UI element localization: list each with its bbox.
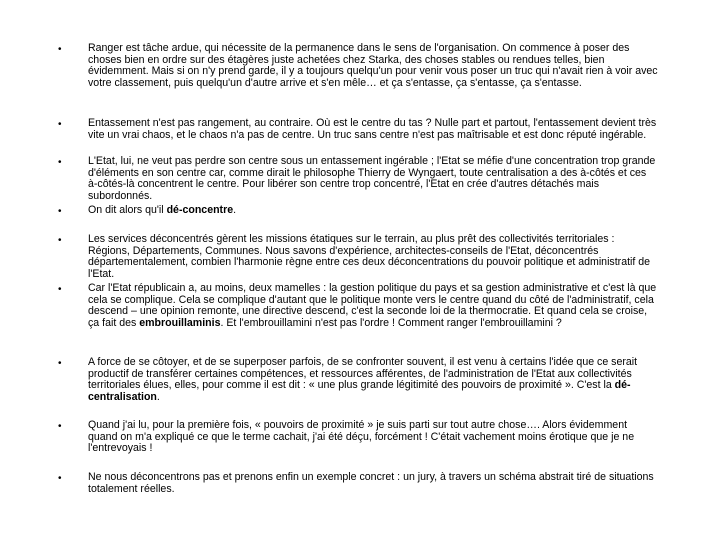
- paragraph-text: [88, 357, 658, 403]
- emphasis-term: dé-centralisation: [88, 379, 631, 403]
- text-segment: Car l'Etat républicain a, au moins, deux mamelles : la gestion politique du pays et sa gestion administrative et c'est là que cela se complique. Cela se complique d'autant que le politique monte vers le centre quand du côté de l'administratif, cela descend – une opinion remonte, une directive descend, c'est la seconde loi de la thermocratie. Et quand cela se croise, ça fait des: [88, 282, 657, 329]
- text-segment: A force de se côtoyer, et de se superposer parfois, de se confronter souvent, il est venu à certains l'idée que ce serait productif de transférer certaines compétences, et ressources afférentes, de l'administration de l'Etat aux collectivités territoriales élues, elles, pour comme il est dit : « une plus grande légitimité des pouvoirs de proximité ». C'est la: [88, 356, 638, 391]
- emphasis-term: embrouillaminis: [139, 316, 221, 329]
- bullet: •: [58, 358, 62, 369]
- bullet: •: [58, 206, 62, 217]
- paragraph-text: Ne nous déconcentrons pas et prenons enfin un exemple concret : un jury, à travers un schéma abstrait tiré de situations totalement réelles.: [88, 471, 654, 495]
- text-segment: .: [233, 204, 237, 216]
- paragraph-text: [88, 205, 658, 217]
- text-segment: On dit alors qu'il: [88, 204, 167, 216]
- bullet: •: [58, 157, 62, 168]
- text-segment: . Et l'embrouillamini n'est pas l'ordre ! Comment ranger l'embrouillamini ?: [220, 316, 562, 329]
- paragraph-text: [88, 283, 658, 329]
- paragraph-text: Quand j'ai lu, pour la première fois, « pouvoirs de proximité » je suis parti sur tout autre chose…. Alors évidemment quand on m'a expliqué ce que le terme cachait, j'ai été déçu, forcément ! C'était vachement moins érotique que je ne l'entrevoyais !: [88, 419, 635, 454]
- bullet: •: [58, 235, 62, 246]
- paragraph-text: Entassement n'est pas rangement, au contraire. Où est le centre du tas ? Nulle part et partout, l'entassement devient très vite un vrai chaos, et le chaos n'a pas de centre. Un truc sans centre n'est pas maîtrisable et est donc réputé ingérable.: [88, 117, 657, 141]
- bullet: •: [58, 119, 62, 130]
- paragraph-text: Les services déconcentrés gèrent les missions étatiques sur le terrain, au plus prêt des collectivités territoriales : Régions, Départements, Communes. Nous savons d'expérience, architectes-conseils de l'Etat, déconcentrés départementalement, combien l'harmonie règne entre ces deux déconcentrations du pouvoir politique et administratif de l'Etat.: [88, 233, 651, 280]
- emphasis-term: dé-concentre: [166, 204, 234, 216]
- bullet: •: [58, 284, 62, 295]
- paragraph-text: Ranger est tâche ardue, qui nécessite de la permanence dans le sens de l'organisation. On commence à poser des choses bien en ordre sur des étagères juste achetées chez Starka, des choses stables ou rendues telles, bien évidemment. Mais si on n'y prend garde, il y a toujours quelqu'un pour venir vous poser un truc qui n'avait rien à voir avec votre classement, puis quelqu'un d'autre arrive et s'en mêle… et ça s'entasse, ça s'entasse, ça s'entasse.: [88, 42, 658, 89]
- bullet: •: [58, 473, 62, 484]
- text-segment: .: [156, 390, 160, 403]
- paragraph-text: L'Etat, lui, ne veut pas perdre son centre sous un entassement ingérable ; l'Etat se méfie d'une concentration trop grande d'éléments en son centre car, comme dirait le philosophe Thierry de Wyngaert, toute centralisation a des à-côtés et ces à-côtés-là concentrent le centre. Pour libérer son centre trop concentré, l'Etat en crée d'autres détachés mais subordonnés.: [88, 155, 656, 202]
- bullet: •: [58, 421, 62, 432]
- bullet: •: [58, 44, 62, 55]
